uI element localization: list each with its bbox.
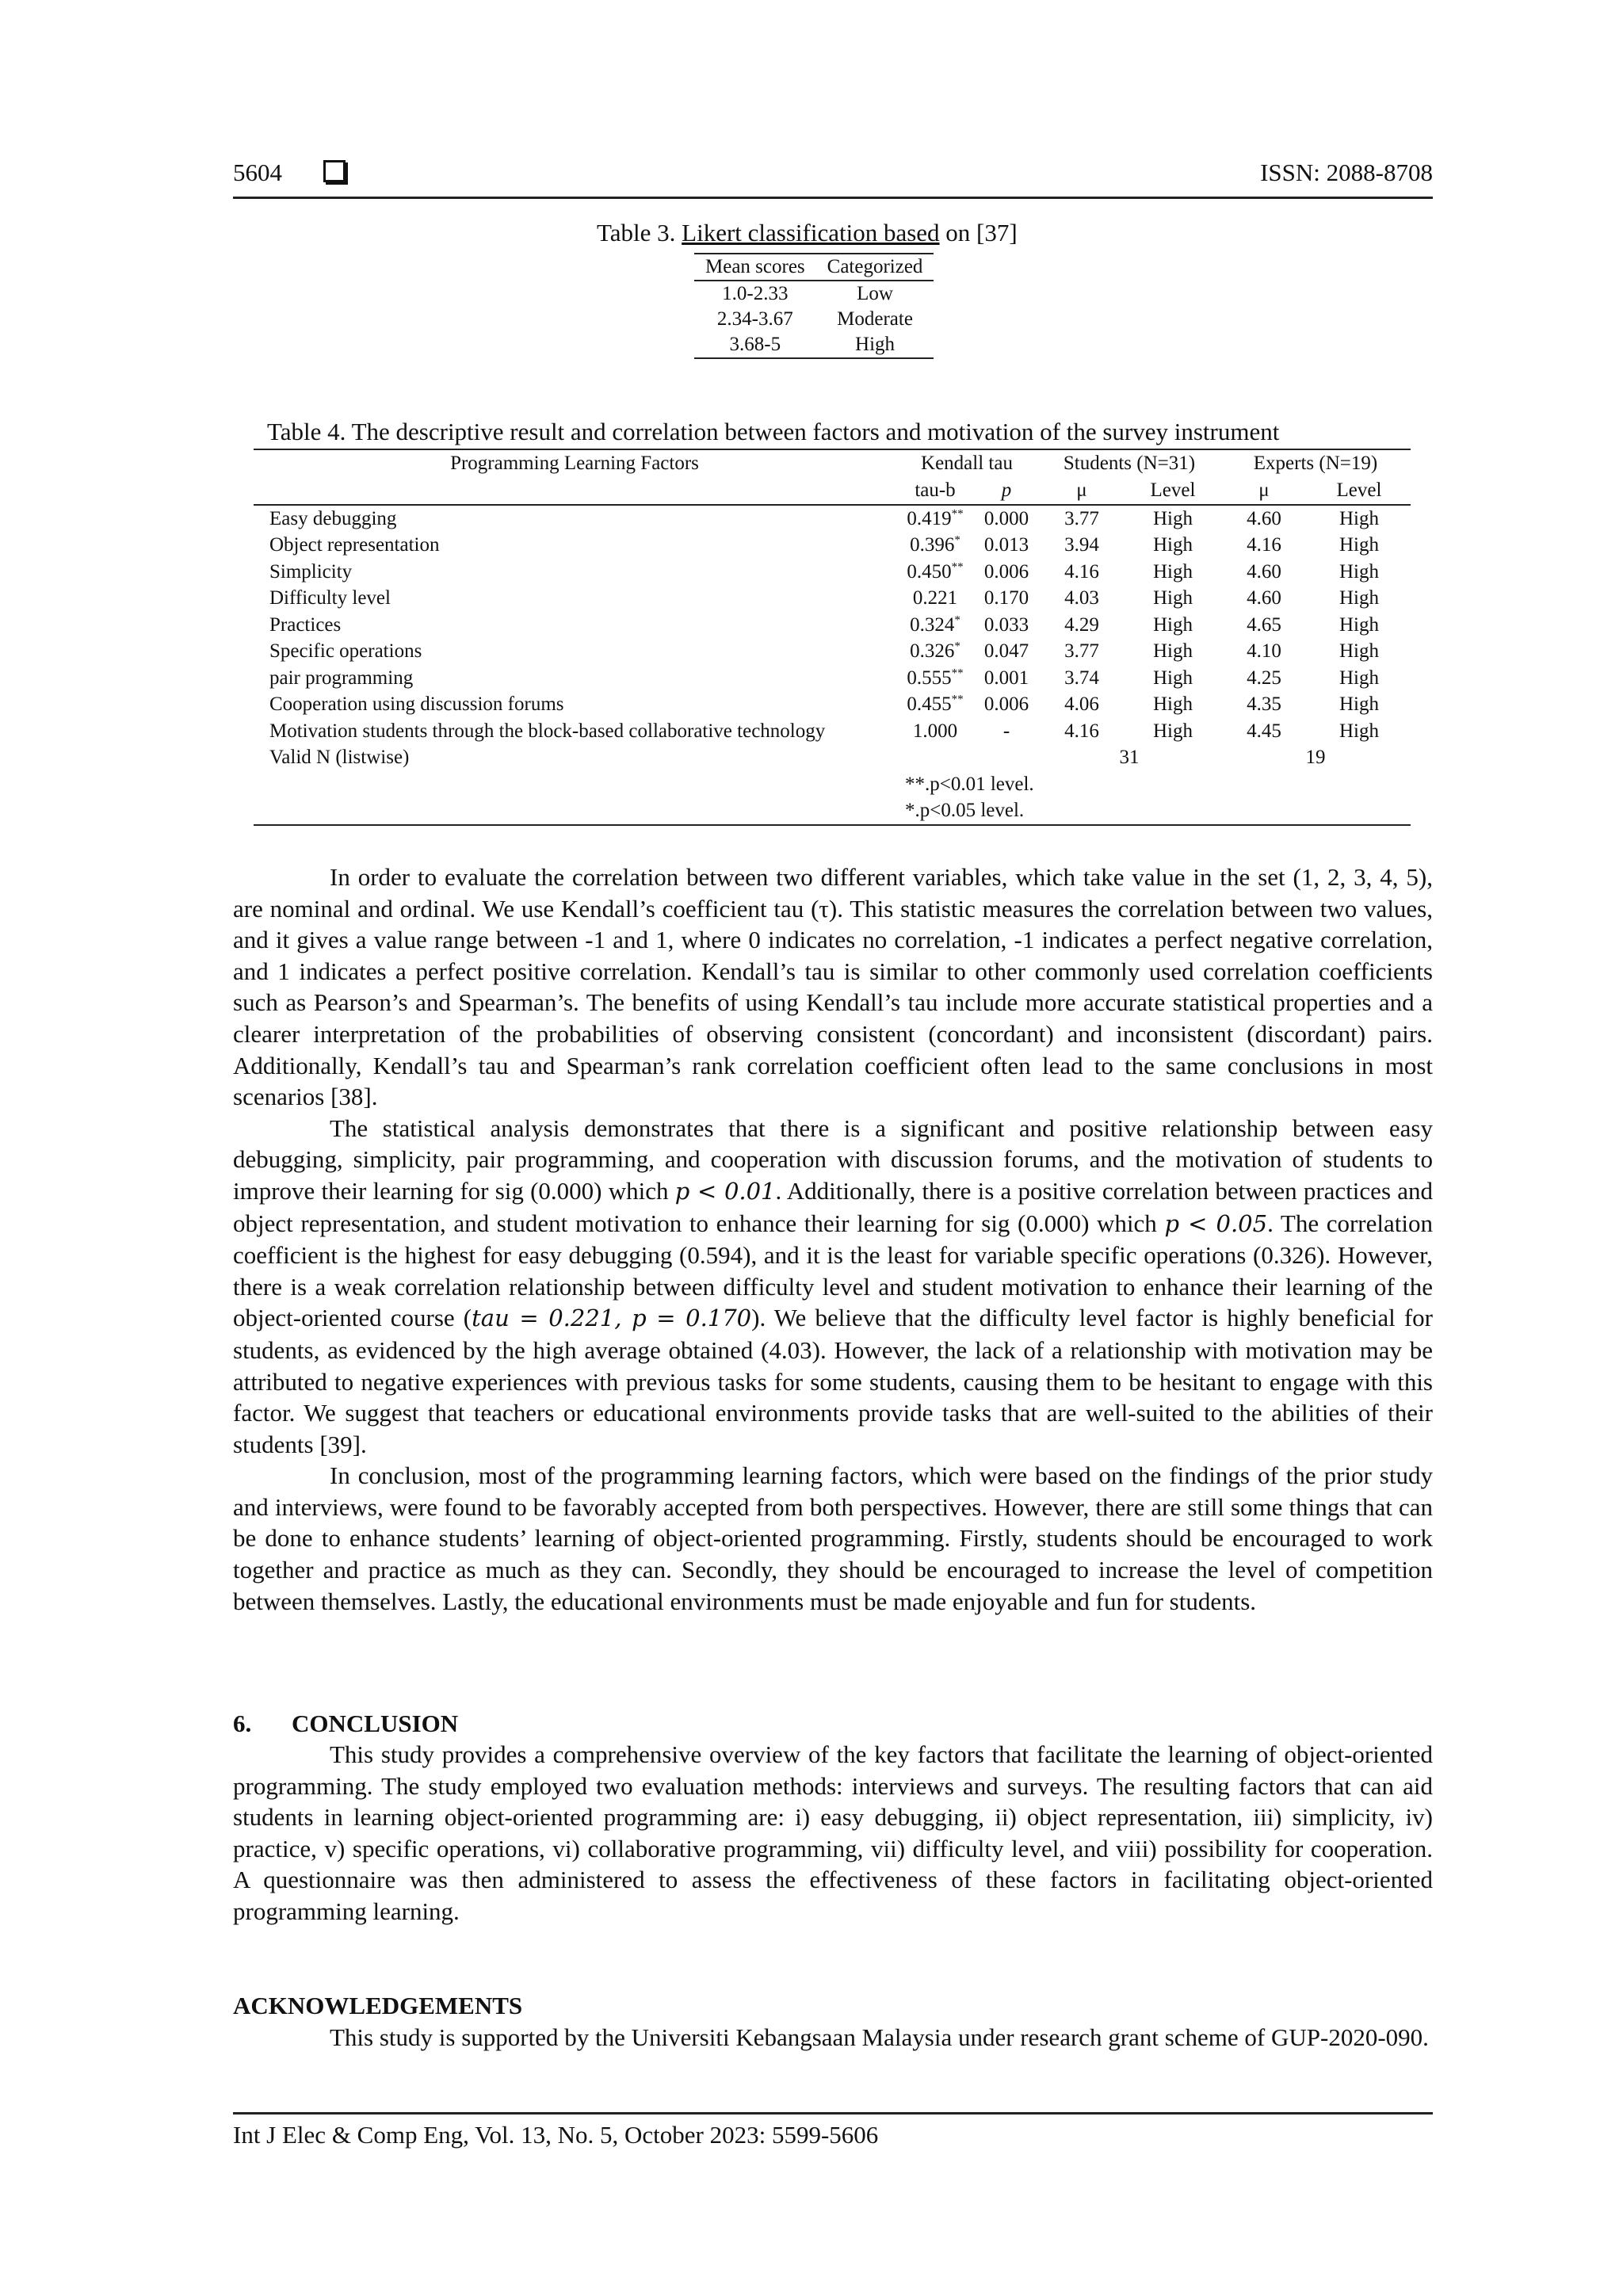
students-level: High bbox=[1153, 693, 1193, 716]
paragraph: In order to evaluate the correlation between two different variables, which take value in the set (1, 2, 3, 4, 5), are nominal and ordinal. We use Kendall’s coefficient tau (τ). This statistic measures the correlation between two values, and it gives a value range between -1 and 1, where 0 indicates no correlation, -1 indicates a perfect negative correlation, and 1 indicates a perfect positive correlation. Kendall’s tau is similar to other commonly used correlation coefficients such as Pearson’s and Spearman’s. The benefits of using Kendall’s tau include more accurate statistical properties and a clearer interpretation of the probabilities of observing consistent (concordant) and inconsistent (discordant) pairs. Additionally, Kendall’s tau and Spearman’s rank correlation coefficient often lead to the same conclusions in most scenarios [38]. bbox=[233, 863, 1433, 1111]
conclusion-text bbox=[233, 1739, 1433, 1927]
factor-name: Specific operations bbox=[269, 640, 422, 663]
significance-marker: * bbox=[954, 533, 960, 547]
discussion-text bbox=[233, 861, 1433, 1617]
math-inline: tau = 0.221, p = 0.170 bbox=[472, 1305, 752, 1332]
table4-body bbox=[254, 505, 1411, 745]
table4-empty-header bbox=[254, 477, 896, 505]
square-bullet-icon bbox=[323, 160, 346, 182]
students-level: High bbox=[1153, 613, 1193, 636]
conclusion-heading bbox=[233, 1710, 458, 1738]
table4-sub-header: μ bbox=[1220, 477, 1308, 505]
math-inline: p < 0.05 bbox=[1164, 1209, 1268, 1237]
table3-caption-suffix: on [37] bbox=[939, 219, 1018, 246]
tau-b-value: 0.324* bbox=[910, 613, 960, 636]
experts-mean: 4.16 bbox=[1247, 534, 1281, 556]
table-cell: 2.34-3.67 bbox=[716, 308, 793, 330]
students-level: High bbox=[1153, 720, 1193, 742]
acknowledgements-text bbox=[233, 2022, 1433, 2053]
experts-mean: 4.10 bbox=[1247, 640, 1281, 663]
valid-n-label: Valid N (listwise) bbox=[269, 747, 410, 769]
table4-caption: Table 4. The descriptive result and correlation between factors and motivation of the survey instrument bbox=[267, 418, 1280, 445]
factor-name: Practices bbox=[269, 613, 342, 636]
p-value: 0.001 bbox=[983, 667, 1029, 689]
experts-level: High bbox=[1339, 560, 1379, 583]
issn: ISSN: 2088-8708 bbox=[1260, 159, 1433, 186]
p-value: 0.170 bbox=[983, 587, 1029, 609]
table-row bbox=[254, 745, 1411, 772]
students-mean: 3.77 bbox=[1064, 640, 1099, 663]
experts-mean: 4.60 bbox=[1247, 587, 1281, 609]
experts-mean: 4.25 bbox=[1247, 667, 1281, 689]
table-row bbox=[254, 798, 1411, 826]
table-cell: Low bbox=[857, 283, 893, 304]
tau-b-value: 0.455** bbox=[907, 693, 964, 716]
p-value: 0.047 bbox=[983, 640, 1029, 663]
table3-caption bbox=[597, 219, 1018, 247]
experts-level: High bbox=[1339, 534, 1379, 556]
table-cell: 1.0-2.33 bbox=[722, 283, 789, 304]
students-mean: 4.06 bbox=[1064, 693, 1099, 716]
page-footer: Int J Elec & Comp Eng, Vol. 13, No. 5, October 2023: 5599-5606 bbox=[233, 2112, 1433, 2149]
acknowledgements-heading: ACKNOWLEDGEMENTS bbox=[233, 1992, 523, 2019]
table4-note: **.p<0.01 level. bbox=[905, 773, 1034, 795]
table-row bbox=[254, 586, 1411, 613]
table4-sub-header: Level bbox=[1125, 477, 1220, 505]
p-value: 0.000 bbox=[983, 507, 1029, 529]
factor-name: Difficulty level bbox=[269, 587, 391, 609]
experts-mean: 4.35 bbox=[1247, 693, 1281, 716]
tau-b-value: 0.396* bbox=[910, 533, 960, 556]
table-cell: 3.68-5 bbox=[694, 332, 816, 358]
table4-group-header: Kendall tau bbox=[921, 453, 1013, 474]
tau-b-value: 0.450** bbox=[907, 560, 964, 583]
section-title: CONCLUSION bbox=[292, 1710, 459, 1737]
table-row bbox=[254, 665, 1411, 692]
section-number: 6. bbox=[233, 1710, 252, 1737]
table4-sub-header: tau-b bbox=[896, 477, 975, 505]
tau-b-value: 0.419** bbox=[907, 507, 964, 529]
table-row bbox=[254, 612, 1411, 639]
page-number: 5604 bbox=[233, 159, 282, 186]
p-value: - bbox=[1002, 720, 1010, 742]
valid-n-students: 31 bbox=[1119, 747, 1140, 769]
significance-marker: ** bbox=[951, 507, 964, 521]
table4-sub-header: μ bbox=[1038, 477, 1125, 505]
table-row bbox=[254, 639, 1411, 666]
factor-name: Easy debugging bbox=[269, 507, 397, 529]
page-header bbox=[233, 152, 1433, 199]
students-mean: 3.94 bbox=[1064, 534, 1099, 556]
table4-sub-header: Level bbox=[1308, 477, 1411, 505]
students-level: High bbox=[1153, 640, 1193, 663]
table-row bbox=[254, 533, 1411, 560]
significance-marker: * bbox=[954, 613, 960, 627]
table-row bbox=[694, 307, 934, 332]
experts-level: High bbox=[1339, 720, 1379, 742]
significance-marker: ** bbox=[951, 693, 964, 706]
p-value: 0.006 bbox=[983, 693, 1029, 716]
experts-level: High bbox=[1339, 613, 1379, 636]
experts-mean: 4.60 bbox=[1247, 560, 1281, 583]
paragraph: This study is supported by the Universiti Kebangsaan Malaysia under research grant scheme of GUP-2020-090. bbox=[330, 2023, 1429, 2051]
table4-sub-header: p bbox=[975, 477, 1038, 505]
table3-caption-link[interactable]: Likert classification based bbox=[682, 219, 940, 246]
valid-n-experts: 19 bbox=[1305, 747, 1326, 769]
factor-name: Motivation students through the block-based collaborative technology bbox=[269, 720, 826, 742]
p-value: 0.006 bbox=[983, 560, 1029, 583]
table4-note: *.p<0.05 level. bbox=[905, 800, 1025, 822]
factor-name: Simplicity bbox=[269, 560, 353, 583]
factor-name: Cooperation using discussion forums bbox=[269, 693, 564, 716]
significance-marker: * bbox=[954, 640, 960, 653]
table-row bbox=[254, 771, 1411, 798]
students-mean: 3.74 bbox=[1064, 667, 1099, 689]
table4-group-header: Programming Learning Factors bbox=[450, 453, 699, 474]
students-mean: 4.16 bbox=[1064, 720, 1099, 742]
students-level: High bbox=[1153, 534, 1193, 556]
table3-header: Mean scores bbox=[694, 254, 816, 281]
table-row bbox=[694, 281, 934, 307]
students-level: High bbox=[1153, 560, 1193, 583]
experts-mean: 4.45 bbox=[1247, 720, 1281, 742]
paragraph: The statistical analysis demonstrates that there is a significant and positive relationship between easy debugging, simplicity, pair programming, and cooperation with discussion forums, and the motivation of students to improve their learning for sig (0.000) which p < 0.01. Additionally, there is a positive correlation between practices and object representation, and student motivation to enhance their learning for sig (0.000) which p < 0.05. The correlation coefficient is the highest for easy debugging (0.594), and it is the least for variable specific operations (0.326). However, there is a weak correlation relationship between difficulty level and student motivation to enhance their learning of the object-oriented course (tau = 0.221, p = 0.170). We believe that the difficulty level factor is highly beneficial for students, as evidenced by the high average obtained (4.03). However, the lack of a relationship with motivation may be attributed to negative experiences with previous tasks for some students, causing them to be hesitant to engage with this factor. We suggest that teachers or educational environments provide tasks that are well-suited to the abilities of their students [39]. bbox=[233, 1114, 1433, 1458]
students-level: High bbox=[1153, 587, 1193, 609]
table-row bbox=[254, 505, 1411, 533]
tau-b-value: 0.326* bbox=[910, 640, 960, 663]
students-mean: 3.77 bbox=[1064, 507, 1099, 529]
tau-b-value: 0.555** bbox=[907, 667, 964, 689]
tau-b-value: 0.221 bbox=[912, 587, 958, 609]
significance-marker: ** bbox=[951, 667, 964, 680]
table-row bbox=[254, 692, 1411, 719]
experts-mean: 4.65 bbox=[1247, 613, 1281, 636]
p-value: 0.013 bbox=[983, 534, 1029, 556]
table-row bbox=[254, 718, 1411, 745]
students-mean: 4.03 bbox=[1064, 587, 1099, 609]
factor-name: Object representation bbox=[269, 534, 440, 556]
experts-level: High bbox=[1339, 640, 1379, 663]
paragraph: In conclusion, most of the programming learning factors, which were based on the findings of the prior study and interviews, were found to be favorably accepted from both perspectives. However, there are still some things that can be done to enhance students’ learning of object-oriented programming. Firstly, students should be encouraged to work together and practice as much as they can. Secondly, they should be encouraged to increase the level of competition between themselves. Lastly, the educational environments must be made enjoyable and fun for students. bbox=[233, 1461, 1433, 1615]
paragraph: This study provides a comprehensive overview of the key factors that facilitate the learning of object-oriented programming. The study employed two evaluation methods: interviews and surveys. The resulting factors that can aid students in learning object-oriented programming are: i) easy debugging, ii) object representation, iii) simplicity, iv) practice, v) specific operations, vi) collaborative programming, vii) difficulty level, and viii) possibility for cooperation. A questionnaire was then administered to assess the effectiveness of these factors in facilitating object-oriented programming learning. bbox=[233, 1740, 1433, 1925]
table4-group-header: Experts (N=19) bbox=[1253, 453, 1378, 474]
students-mean: 4.29 bbox=[1064, 613, 1099, 636]
table-cell: High bbox=[816, 332, 934, 358]
table4-group-header: Students (N=31) bbox=[1063, 453, 1196, 474]
math-inline: p < 0.01 bbox=[674, 1177, 776, 1205]
students-level: High bbox=[1153, 507, 1193, 529]
table-row bbox=[694, 332, 934, 358]
experts-level: High bbox=[1339, 587, 1379, 609]
tau-b-value: 1.000 bbox=[912, 720, 958, 742]
experts-level: High bbox=[1339, 667, 1379, 689]
significance-marker: ** bbox=[951, 560, 964, 574]
table3-header: Categorized bbox=[816, 254, 934, 281]
table-row bbox=[254, 559, 1411, 586]
table-cell: Moderate bbox=[837, 308, 913, 330]
p-value: 0.033 bbox=[983, 613, 1029, 636]
table4 bbox=[254, 449, 1411, 826]
experts-level: High bbox=[1339, 693, 1379, 716]
table3 bbox=[694, 253, 934, 359]
students-level: High bbox=[1153, 667, 1193, 689]
experts-mean: 4.60 bbox=[1247, 507, 1281, 529]
students-mean: 4.16 bbox=[1064, 560, 1099, 583]
table3-caption-prefix: Table 3. bbox=[597, 219, 682, 246]
experts-level: High bbox=[1339, 507, 1379, 529]
factor-name: pair programming bbox=[269, 667, 414, 689]
